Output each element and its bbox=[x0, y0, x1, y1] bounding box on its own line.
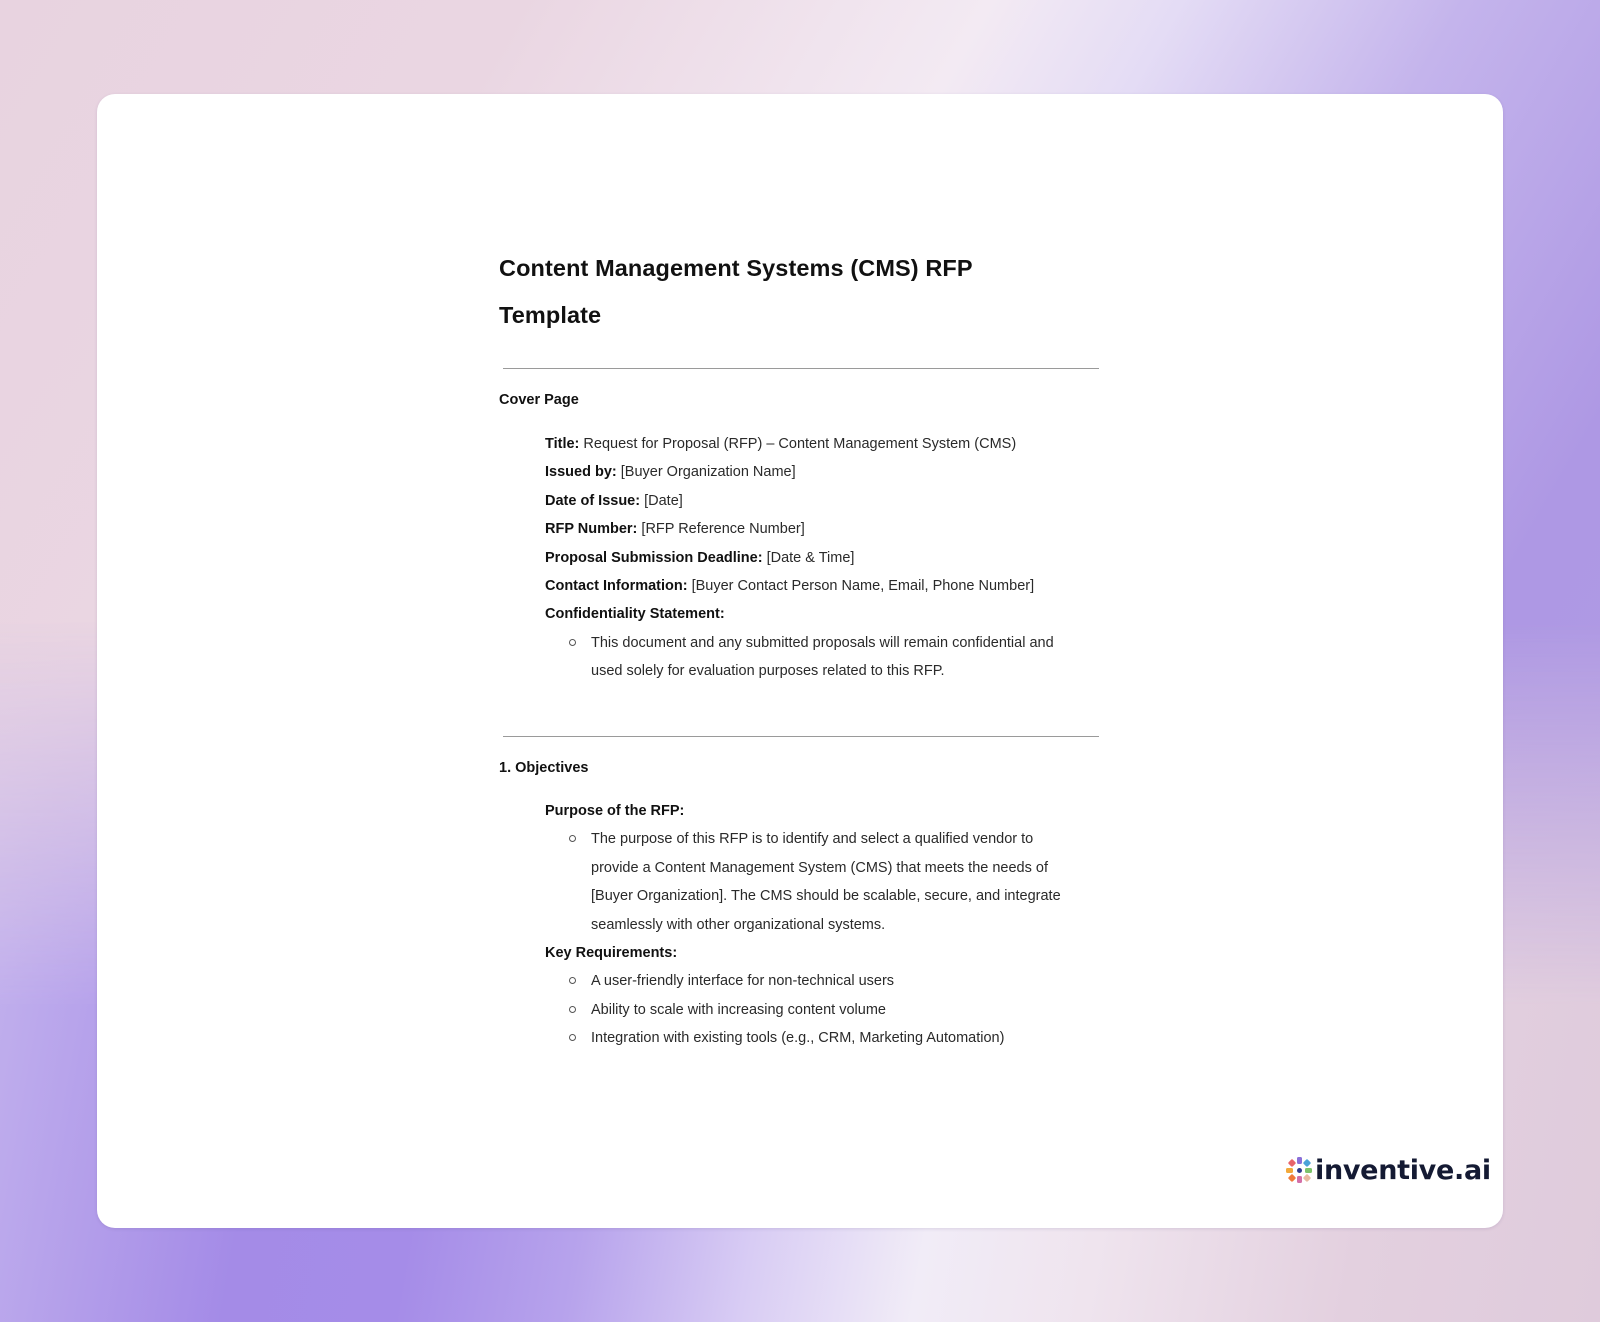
field-confidentiality-statement: Confidentiality Statement: bbox=[545, 606, 725, 623]
field-rfp-number: RFP Number: [RFP Reference Number] bbox=[545, 521, 805, 538]
hollow-bullet-icon bbox=[569, 1034, 576, 1041]
key-requirements-label: Key Requirements: bbox=[545, 945, 678, 962]
document-title bbox=[499, 245, 1109, 339]
field-title: Title: Request for Proposal (RFP) – Content Management System (CMS) bbox=[545, 436, 1017, 452]
list-item: A user-friendly interface for non-technical users bbox=[545, 967, 1075, 995]
list-item: Integration with existing tools (e.g., CRM, Marketing Automation) bbox=[545, 1024, 1075, 1052]
field-date-of-issue: Date of Issue: [Date] bbox=[545, 492, 683, 509]
section-heading-objectives: 1. Objectives bbox=[499, 760, 589, 776]
objectives-content bbox=[545, 797, 1075, 1053]
cover-page-fields bbox=[545, 430, 1065, 686]
purpose-label: Purpose of the RFP: bbox=[545, 803, 685, 819]
divider bbox=[503, 736, 1099, 737]
confidentiality-bullets bbox=[545, 629, 1065, 686]
hollow-bullet-icon bbox=[569, 1006, 576, 1013]
purpose-bullets bbox=[545, 825, 1075, 939]
hollow-bullet-icon bbox=[569, 977, 576, 984]
list-item: The purpose of this RFP is to identify and select a qualified vendor to provide a Content Management System (CMS) that meets the needs of [Buyer Organization]. The CMS should be scalable, secure, and integrate seamlessly with other organizational systems. bbox=[545, 825, 1075, 939]
list-item: This document and any submitted proposals will remain confidential and used solely for evaluation purposes related to this RFP. bbox=[545, 629, 1065, 686]
section-heading-cover-page: Cover Page bbox=[499, 392, 579, 408]
list-item: Ability to scale with increasing content volume bbox=[545, 996, 1075, 1024]
field-issued-by: Issued by: [Buyer Organization Name] bbox=[545, 464, 796, 481]
key-requirements-list bbox=[545, 967, 1075, 1052]
burst-icon bbox=[1286, 1157, 1312, 1183]
divider bbox=[503, 368, 1099, 369]
document-title-line-2: Template bbox=[499, 302, 602, 328]
inventive-ai-logo bbox=[1286, 1153, 1491, 1187]
field-contact-information: Contact Information: [Buyer Contact Person Name, Email, Phone Number] bbox=[545, 578, 1035, 595]
document-body bbox=[499, 245, 1109, 1047]
hollow-bullet-icon bbox=[569, 639, 576, 646]
hollow-bullet-icon bbox=[569, 835, 576, 842]
logo-text: inventive.ai bbox=[1315, 1154, 1491, 1186]
field-submission-deadline: Proposal Submission Deadline: [Date & Time] bbox=[545, 549, 855, 566]
document-title-line-1: Content Management Systems (CMS) RFP bbox=[499, 255, 973, 281]
